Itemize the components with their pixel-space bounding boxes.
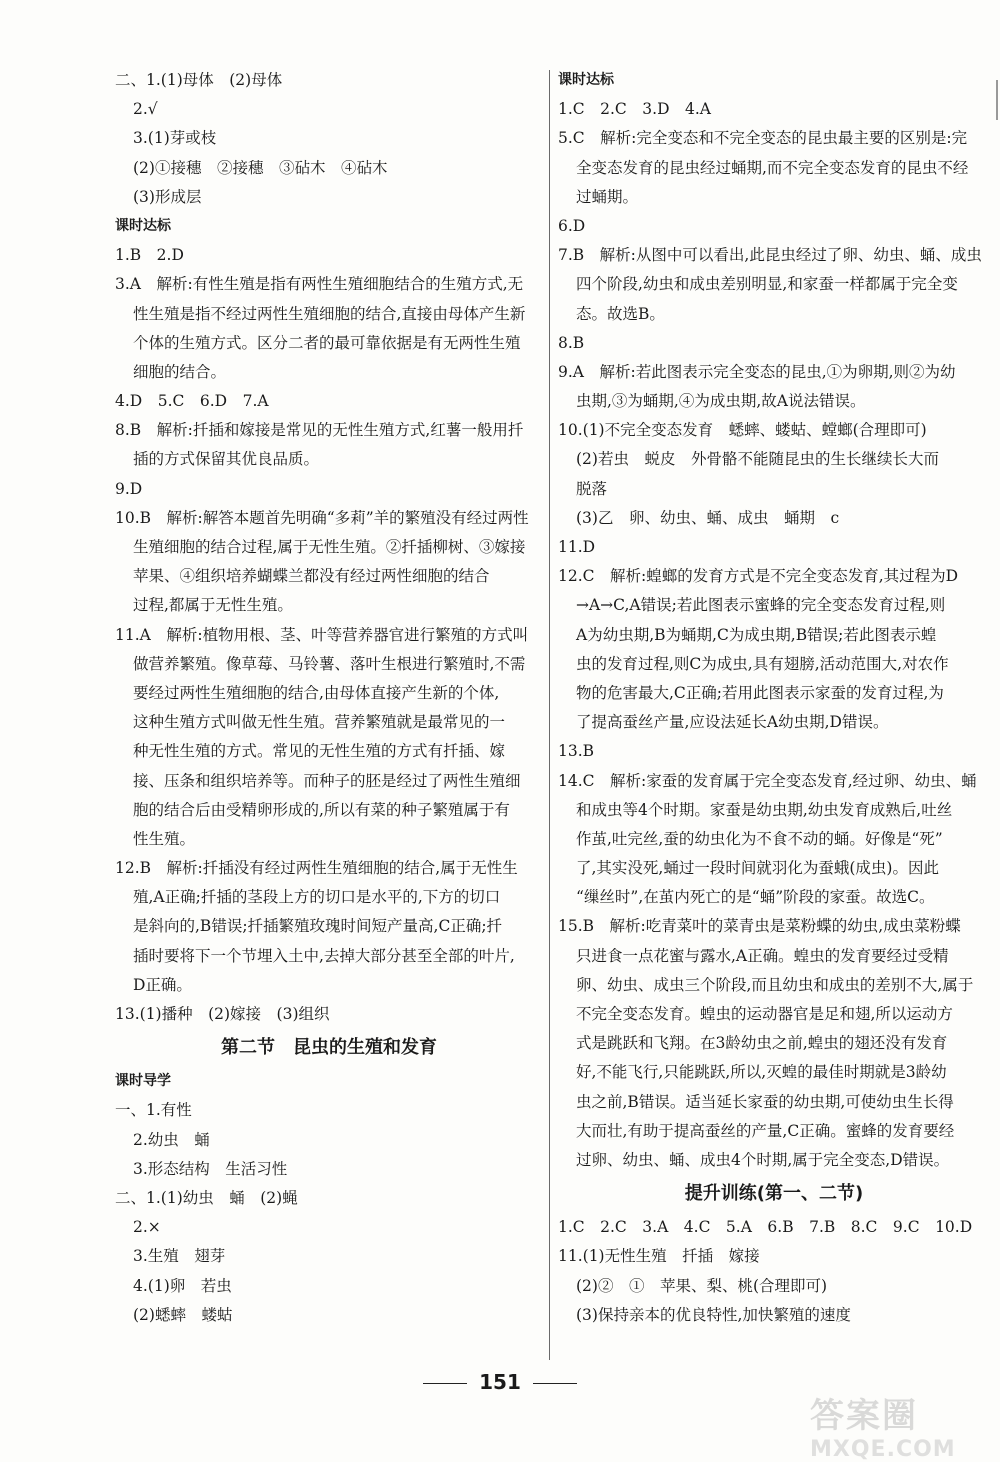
answer-line: 四个阶段,幼虫和成虫差别明显,和家蚕一样都属于完全变	[576, 275, 958, 294]
answer-line: 这种生殖方式叫做无性生殖。营养繁殖就是最常见的一	[133, 713, 506, 732]
answer-line: (2)蟋蟀 蝼蛄	[133, 1305, 233, 1324]
answer-line: 脱落	[576, 479, 608, 498]
answer-line: 生殖细胞的结合过程,属于无性生殖。②扦插柳树、③嫁接	[133, 538, 526, 556]
page-edge-mark	[996, 80, 998, 120]
answer-line: 殖,A正确;扦插的茎段上方的切口是水平的,下方的切口	[133, 888, 501, 907]
answer-line: 一、1.有性	[115, 1101, 192, 1120]
answer-line: 和成虫等4个时期。家蚕是幼虫期,幼虫发育成熟后,吐丝	[576, 800, 953, 819]
answer-line: 不完全变态发育。蝗虫的运动器官是足和翅,所以运动方	[576, 1005, 953, 1023]
answer-line: 个体的生殖方式。区分二者的最可靠依据是有无两性生殖	[133, 333, 521, 352]
answer-line: 11.A 解析:植物用根、茎、叶等营养器官进行繁殖的方式叫	[115, 625, 529, 644]
answer-line: 2.√	[133, 100, 158, 119]
answer-line: 3.A 解析:有性生殖是指有两性生殖细胞结合的生殖方式,无	[115, 275, 524, 294]
answer-line: 2.幼虫 蛹	[133, 1130, 210, 1149]
answer-line: 全变态发育的昆虫经过蛹期,而不完全变态发育的昆虫不经	[576, 158, 969, 177]
answer-line: 作茧,吐完丝,蚕的幼虫化为不食不动的蛹。好像是“死”	[576, 829, 943, 848]
section-title: 第二节 昆虫的生殖和发育	[221, 1037, 437, 1059]
answer-line: 态。故选B。	[576, 304, 665, 323]
column-divider	[549, 70, 550, 1360]
answer-line: 种无性生殖的方式。常见的无性生殖的方式有扦插、嫁	[133, 742, 506, 761]
answer-line: 5.C 解析:完全变态和不完全变态的昆虫最主要的区别是:完	[558, 129, 968, 148]
answer-line: 4.(1)卵 若虫	[133, 1276, 232, 1295]
left-column	[115, 66, 543, 1330]
subsection-heading: 课时导学	[115, 1073, 171, 1090]
answer-line: →A→C,A错误;若此图表示蜜蜂的完全变态发育过程,则	[576, 596, 946, 615]
page-number-rule-right	[533, 1383, 577, 1385]
answer-line: (2)若虫 蜕皮 外骨骼不能随昆虫的生长继续长大而	[576, 450, 939, 469]
answer-line: 性生殖是指不经过两性生殖细胞的结合,直接由母体产生新	[133, 304, 526, 323]
watermark-logo: 答案圈	[810, 1396, 918, 1436]
answer-line: 1.B 2.D	[115, 246, 184, 265]
watermark	[810, 1388, 986, 1462]
answer-line: 过卵、幼虫、蛹、成虫4个时期,属于完全变态,D错误。	[576, 1150, 950, 1169]
answer-line: (3)乙 卵、幼虫、蛹、成虫 蛹期 c	[576, 508, 840, 527]
answer-line: 式是跳跃和飞翔。在3龄幼虫之前,蝗虫的翅还没有发育	[576, 1034, 948, 1053]
answer-line: 只进食一点花蜜与露水,A正确。蝗虫的发育要经过受精	[576, 946, 949, 965]
answer-line: 虫的发育过程,则C为成虫,具有翅膀,活动范围大,对农作	[576, 654, 949, 673]
answer-line: 3.生殖 翅芽	[133, 1247, 226, 1266]
answer-line: 好,不能飞行,只能跳跃,所以,灭蝗的最佳时期就是3龄幼	[576, 1063, 947, 1082]
answer-line: 1.C 2.C 3.A 4.C 5.A 6.B 7.B 8.C 9.C 10.D	[558, 1218, 973, 1237]
watermark-url: MXQE.COM	[810, 1437, 956, 1462]
page-number-rule-left	[423, 1383, 467, 1385]
answer-line: 二、1.(1)幼虫 蛹 (2)蝇	[115, 1188, 298, 1207]
answer-line: 二、1.(1)母体 (2)母体	[115, 71, 283, 89]
answer-line: 胞的结合后由受精卵形成的,所以有菜的种子繁殖属于有	[133, 800, 510, 819]
answer-line: 性生殖。	[133, 829, 196, 848]
answer-line: 13.B	[558, 742, 595, 761]
answer-line: 12.B 解析:扦插没有经过两性生殖细胞的结合,属于无性生	[115, 859, 518, 878]
answer-line: 大而壮,有助于提高蚕丝的产量,C正确。蜜蜂的发育要经	[576, 1121, 955, 1140]
answer-line: 做营养繁殖。像草莓、马铃薯、落叶生根进行繁殖时,不需	[133, 654, 526, 673]
answer-line: 8.B 解析:扦插和嫁接是常见的无性生殖方式,红薯一般用扦	[115, 421, 524, 440]
answer-line: 过蛹期。	[576, 187, 639, 206]
answer-line: 2.×	[133, 1218, 161, 1237]
answer-line: 卵、幼虫、成虫三个阶段,而且幼虫和成虫的差别不大,属于	[576, 975, 974, 994]
answer-line: 14.C 解析:家蚕的发育属于完全变态发育,经过卵、幼虫、蛹	[558, 771, 977, 790]
answer-line: 6.D	[558, 216, 586, 235]
subsection-heading: 课时达标	[558, 72, 614, 88]
answer-line: 15.B 解析:吃青菜叶的菜青虫是菜粉蝶的幼虫,成虫菜粉蝶	[558, 917, 961, 936]
answer-line: 10.B 解析:解答本题首先明确“多莉”羊的繁殖没有经过两性	[115, 508, 529, 527]
answer-line: 虫期,③为蛹期,④为成虫期,故A说法错误。	[576, 392, 866, 411]
answer-line: 物的危害最大,C正确;若用此图表示家蚕的发育过程,为	[576, 683, 944, 702]
answer-line: (2)①接穗 ②接穗 ③砧木 ④砧木	[133, 158, 388, 177]
answer-line: (3)保持亲本的优良特性,加快繁殖的速度	[576, 1305, 851, 1324]
subsection-heading: 课时达标	[115, 217, 171, 234]
answer-line: 11.(1)无性生殖 扦插 嫁接	[558, 1247, 760, 1266]
answer-line: 7.B 解析:从图中可以看出,此昆虫经过了卵、幼虫、蛹、成虫	[558, 246, 982, 265]
answer-line: “缫丝时”,在茧内死亡的是“蛹”阶段的家蚕。故选C。	[576, 888, 935, 907]
answer-line: D正确。	[133, 975, 192, 994]
answer-line: (3)形成层	[133, 187, 202, 206]
answer-line: 接、压条和组织培养等。而种子的胚是经过了两性生殖细	[133, 771, 521, 790]
page-number-text: 151	[479, 1370, 521, 1394]
answer-line: 过程,都属于无性生殖。	[133, 596, 293, 615]
answer-line: 了,其实没死,蛹过一段时间就羽化为蚕蛾(成虫)。因此	[576, 859, 939, 878]
answer-line: 9.D	[115, 479, 143, 498]
answer-line: 4.D 5.C 6.D 7.A	[115, 392, 269, 411]
answer-line: 3.形态结构 生活习性	[133, 1159, 288, 1178]
right-column	[558, 66, 990, 1330]
answer-line: 插的方式保留其优良品质。	[133, 450, 320, 469]
answer-line: 9.A 解析:若此图表示完全变态的昆虫,①为卵期,则②为幼	[558, 362, 956, 381]
answer-line: 3.(1)芽或枝	[133, 129, 217, 148]
answer-line: 1.C 2.C 3.D 4.A	[558, 100, 711, 119]
answer-line: 12.C 解析:蝗螂的发育方式是不完全变态发育,其过程为D	[558, 567, 959, 586]
answer-line: 13.(1)播种 (2)嫁接 (3)组织	[115, 1005, 330, 1023]
answer-line: 8.B	[558, 333, 585, 352]
answer-line: 10.(1)不完全变态发育 蟋蟀、蝼蛄、螳螂(合理即可)	[558, 421, 927, 440]
answer-line: 了提高蚕丝产量,应设法延长A幼虫期,D错误。	[576, 713, 889, 732]
answer-line: 是斜向的,B错误;扦插繁殖玫瑰时间短产量高,C正确;扦	[133, 917, 503, 936]
answer-line: 虫之前,B错误。适当延长家蚕的幼虫期,可使幼虫生长得	[576, 1092, 954, 1111]
answer-line: A为幼虫期,B为蛹期,C为成虫期,B错误;若此图表示蝗	[576, 625, 937, 644]
section-title: 提升训练(第一、二节)	[684, 1183, 864, 1205]
answer-line: 苹果、④组织培养蝴蝶兰都没有经过两性细胞的结合	[133, 567, 490, 586]
answer-line: 要经过两性生殖细胞的结合,由母体直接产生新的个体,	[133, 683, 500, 702]
answer-line: (2)② ① 苹果、梨、桃(合理即可)	[576, 1276, 828, 1295]
answer-line: 11.D	[558, 538, 596, 556]
answer-line: 插时要将下一个节埋入土中,去掉大部分甚至全部的叶片,	[133, 946, 515, 965]
answer-line: 细胞的结合。	[133, 362, 227, 381]
